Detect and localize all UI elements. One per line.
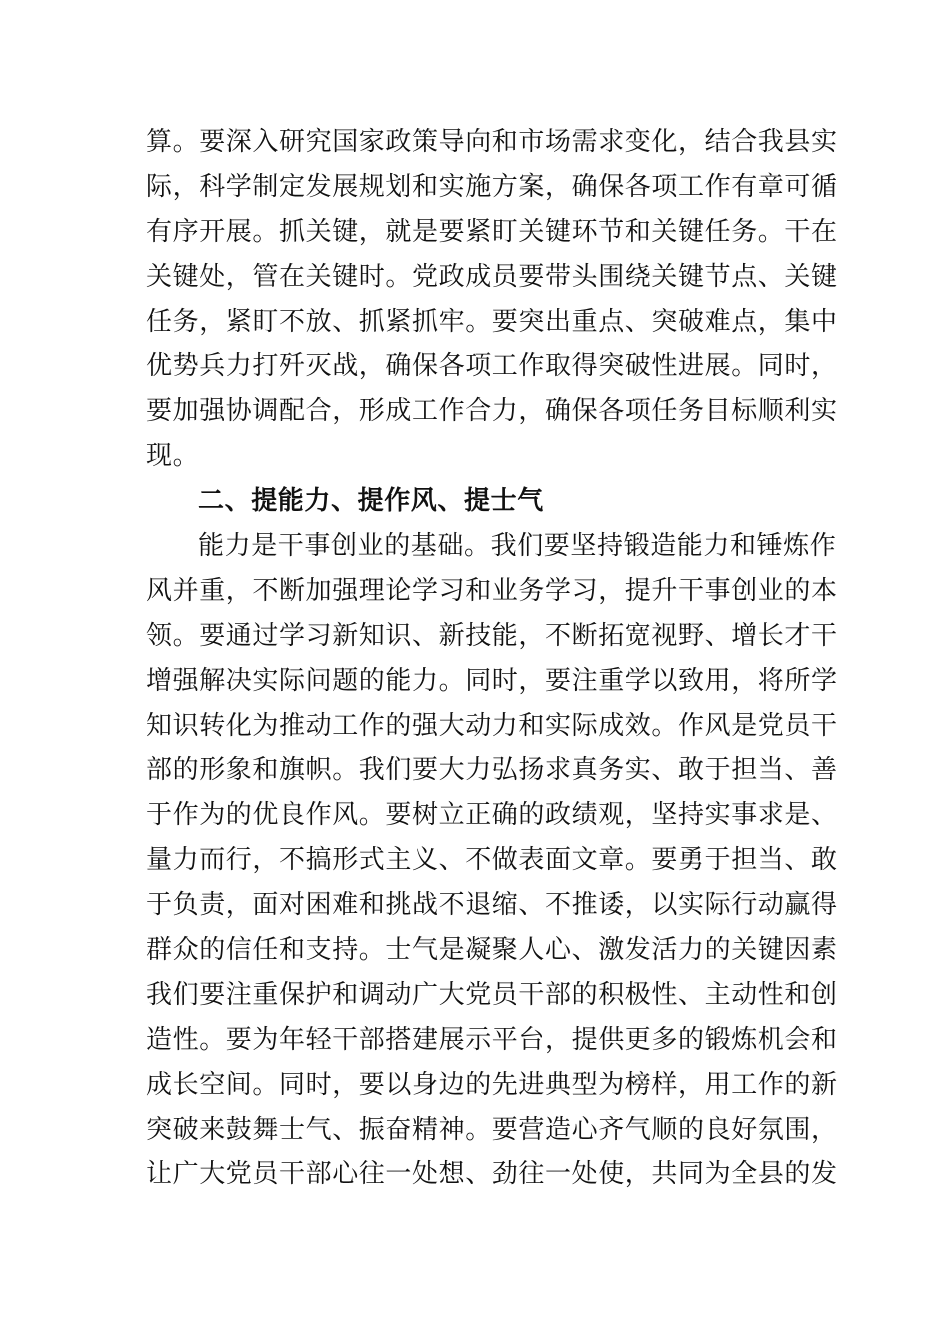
section-heading: 二、提能力、提作风、提士气 — [198, 486, 544, 517]
text-line: 算。要深入研究国家政策导向和市场需求变化，结合我县实 — [146, 127, 838, 157]
text-line: 要加强协调配合，形成工作合力，确保各项任务目标顺利实 — [146, 396, 838, 427]
text-line: 于负责，面对困难和挑战不退缩、不推诿，以实际行动赢得 — [146, 890, 838, 921]
text-line: 际，科学制定发展规划和实施方案，确保各项工作有章可循 — [146, 171, 838, 202]
text-line: 现。 — [146, 441, 200, 472]
text-line: 知识转化为推动工作的强大动力和实际成效。作风是党员干 — [146, 710, 838, 741]
text-line: 优势兵力打歼灭战，确保各项工作取得突破性进展。同时， — [146, 351, 838, 382]
text-line: 造性。要为年轻干部搭建展示平台，提供更多的锻炼机会和 — [146, 1024, 838, 1055]
text-line: 有序开展。抓关键，就是要紧盯关键环节和关键任务。干在 — [146, 216, 838, 247]
text-line: 于作为的优良作风。要树立正确的政绩观，坚持实事求是、 — [146, 800, 838, 831]
text-line: 能力是干事创业的基础。我们要坚持锻造能力和锤炼作 — [198, 531, 837, 562]
text-line: 突破来鼓舞士气、振奋精神。要营造心齐气顺的良好氛围， — [146, 1114, 838, 1145]
text-line: 领。要通过学习新知识、新技能，不断拓宽视野、增长才干 — [146, 620, 838, 651]
text-line: 让广大党员干部心往一处想、劲往一处使，共同为全县的发 — [146, 1159, 838, 1190]
text-line: 成长空间。同时，要以身边的先进典型为榜样，用工作的新 — [146, 1069, 838, 1100]
document-body — [146, 120, 838, 1197]
text-line: 部的形象和旗帜。我们要大力弘扬求真务实、敢于担当、善 — [146, 755, 838, 786]
text-line: 任务，紧盯不放、抓紧抓牢。要突出重点、突破难点，集中 — [146, 306, 838, 337]
text-line: 关键处，管在关键时。党政成员要带头围绕关键节点、关键 — [146, 261, 838, 292]
text-line: 量力而行，不搞形式主义、不做表面文章。要勇于担当、敢 — [146, 845, 838, 876]
text-line: 群众的信任和支持。士气是凝聚人心、激发活力的关键因素 — [146, 935, 838, 966]
text-line: 我们要注重保护和调动广大党员干部的积极性、主动性和创 — [146, 979, 838, 1010]
text-line: 增强解决实际问题的能力。同时，要注重学以致用，将所学 — [146, 665, 838, 696]
text-line: 风并重，不断加强理论学习和业务学习，提升干事创业的本 — [146, 575, 838, 606]
